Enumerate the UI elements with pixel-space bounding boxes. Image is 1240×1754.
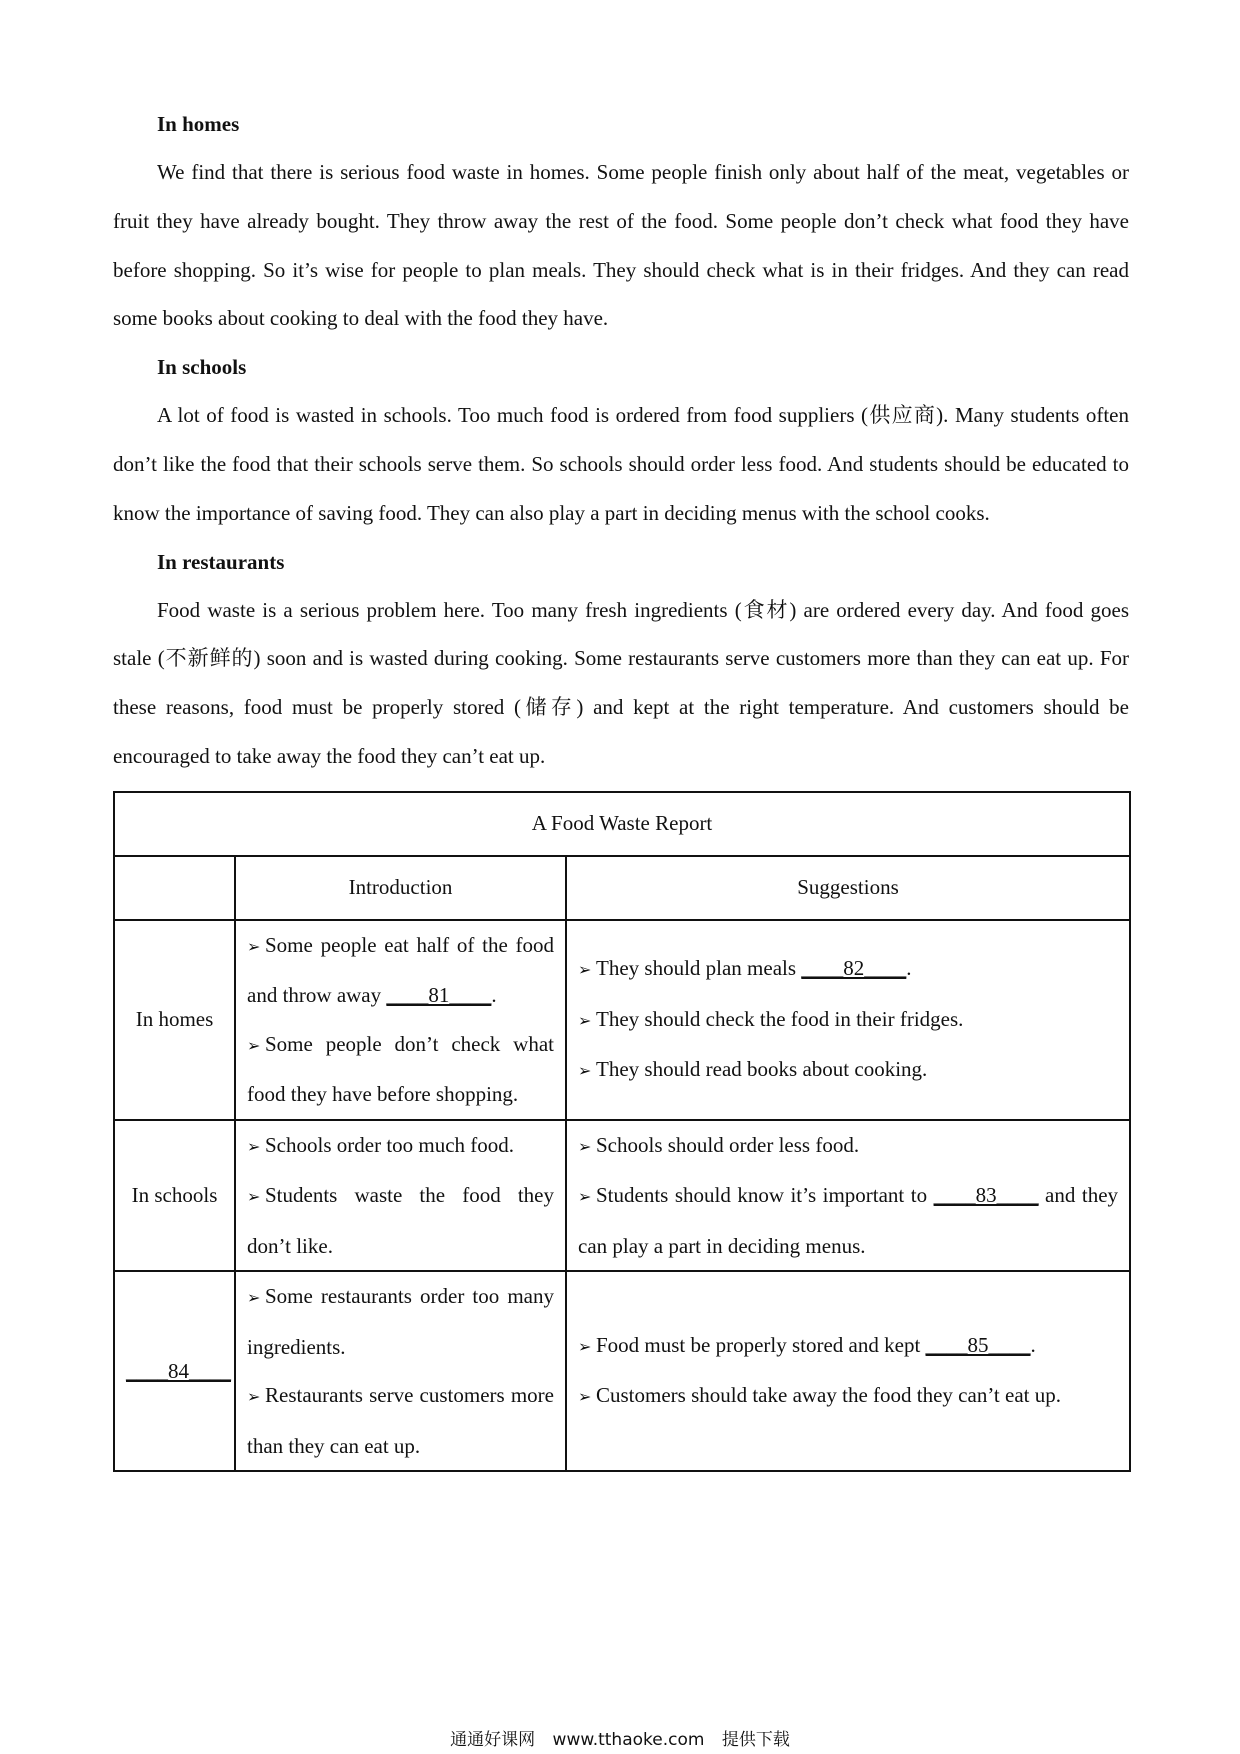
bullet-item — [247, 1171, 554, 1270]
row-label: In schools — [114, 1120, 235, 1272]
bullet-item — [247, 1371, 554, 1470]
footer-site-name: 通通好课网 — [450, 1730, 536, 1750]
arrow-bullet-icon: ➢ — [247, 1187, 261, 1207]
bullet-item — [247, 921, 554, 1020]
section-heading: In schools — [157, 355, 247, 380]
bullet-text: Some people don’t check what food they have before shopping. — [247, 1031, 554, 1107]
suggestions-cell — [566, 920, 1130, 1120]
table-title: A Food Waste Report — [114, 792, 1130, 856]
food-waste-report-table — [113, 791, 1131, 1473]
bullet-text: Students should know it’s important to — [596, 1183, 934, 1208]
suggestions-cell — [566, 1120, 1130, 1272]
row-label: In homes — [114, 920, 235, 1120]
bullet-item — [578, 1371, 1118, 1422]
bullet-text-end: . — [906, 956, 912, 981]
bullet-item — [578, 1321, 1118, 1372]
section-heading: In restaurants — [157, 549, 285, 574]
bullet-text: Restaurants serve customers more than they can eat up. — [247, 1383, 554, 1458]
suggestions-cell — [566, 1271, 1130, 1471]
page-footer — [0, 1725, 1240, 1750]
bullet-item — [578, 995, 1118, 1046]
bullet-text: They should plan meals — [596, 956, 802, 981]
section-homes — [113, 100, 1129, 343]
answer-blank[interactable]: ____83____ — [933, 1183, 1039, 1208]
bullet-text: They should read books about cooking. — [596, 1057, 928, 1082]
arrow-bullet-icon: ➢ — [578, 1187, 592, 1207]
table-row — [114, 920, 1130, 1120]
arrow-bullet-icon: ➢ — [247, 1387, 261, 1407]
table-row — [114, 1120, 1130, 1272]
document-page — [113, 100, 1129, 1472]
arrow-bullet-icon: ➢ — [578, 1336, 592, 1356]
footer-url[interactable]: www.tthaoke.com — [552, 1730, 705, 1750]
bullet-item — [578, 1045, 1118, 1096]
table-row — [114, 1271, 1130, 1471]
arrow-bullet-icon: ➢ — [578, 1136, 592, 1156]
arrow-bullet-icon: ➢ — [578, 1010, 592, 1030]
section-paragraph: A lot of food is wasted in schools. Too much food is ordered from food suppliers (供应商). Many students often don’t like the food that their schools serve them. So schools should order less food. And students should be educated to know the importance of saving food. They can also play a part in deciding menus with the school cooks. — [113, 403, 1129, 525]
arrow-bullet-icon: ➢ — [578, 1387, 592, 1407]
answer-blank[interactable]: ____82____ — [801, 956, 907, 981]
column-header-suggestions: Suggestions — [566, 856, 1130, 920]
answer-blank-84[interactable]: ____84____ — [126, 1358, 231, 1383]
section-paragraph: Food waste is a serious problem here. Too many fresh ingredients (食材) are ordered every day. And food goes stale (不新鲜的) soon and is wasted during cooking. Some restaurants serve customers more than they can eat up. For these reasons, food must be properly stored (储存) and kept at the right temperature. And customers should be encouraged to take away the food they can’t eat up. — [113, 597, 1129, 768]
bullet-text-end: and they can play a part in deciding menus. — [578, 1183, 1119, 1258]
bullet-text: Some people eat half of the food and throw away — [247, 932, 554, 1008]
bullet-item — [247, 1121, 554, 1172]
bullet-item — [578, 944, 1118, 995]
bullet-text: Students waste the food they don’t like. — [247, 1183, 554, 1258]
bullet-text: Schools order too much food. — [265, 1132, 515, 1157]
bullet-text-end: . — [1030, 1332, 1036, 1357]
answer-blank[interactable]: ____81____ — [386, 983, 492, 1008]
arrow-bullet-icon: ➢ — [247, 1136, 261, 1156]
footer-tagline: 提供下载 — [721, 1730, 790, 1750]
column-header-introduction: Introduction — [235, 856, 566, 920]
section-paragraph: We find that there is serious food waste in homes. Some people finish only about half of the meat, vegetables or fruit they have already bought. They throw away the rest of the food. Some people don’t check what food they have before shopping. So it’s wise for people to plan meals. They should check what is in their fridges. And they can read some books about cooking to deal with the food they have. — [113, 160, 1129, 331]
bullet-item — [247, 1020, 554, 1119]
row-label-blank — [114, 1271, 235, 1471]
intro-cell — [235, 920, 566, 1120]
arrow-bullet-icon: ➢ — [578, 1061, 592, 1081]
section-heading: In homes — [157, 112, 240, 136]
answer-blank[interactable]: ____85____ — [925, 1332, 1031, 1357]
bullet-text: Schools should order less food. — [596, 1132, 860, 1157]
table-corner-cell — [114, 856, 235, 920]
bullet-text: Food must be properly stored and kept — [596, 1332, 926, 1357]
bullet-text: Some restaurants order too many ingredients. — [247, 1284, 554, 1359]
intro-cell — [235, 1271, 566, 1471]
bullet-text: Customers should take away the food they can’t eat up. — [596, 1383, 1061, 1408]
section-schools — [113, 343, 1129, 537]
intro-cell — [235, 1120, 566, 1272]
arrow-bullet-icon: ➢ — [247, 1035, 261, 1055]
bullet-item — [247, 1272, 554, 1371]
arrow-bullet-icon: ➢ — [247, 936, 261, 956]
bullet-item — [578, 1121, 1118, 1172]
bullet-text: They should check the food in their fridges. — [596, 1006, 964, 1031]
section-restaurants — [113, 538, 1129, 781]
arrow-bullet-icon: ➢ — [578, 960, 592, 980]
bullet-text-end: . — [491, 983, 497, 1008]
arrow-bullet-icon: ➢ — [247, 1288, 261, 1308]
bullet-item — [578, 1171, 1118, 1270]
